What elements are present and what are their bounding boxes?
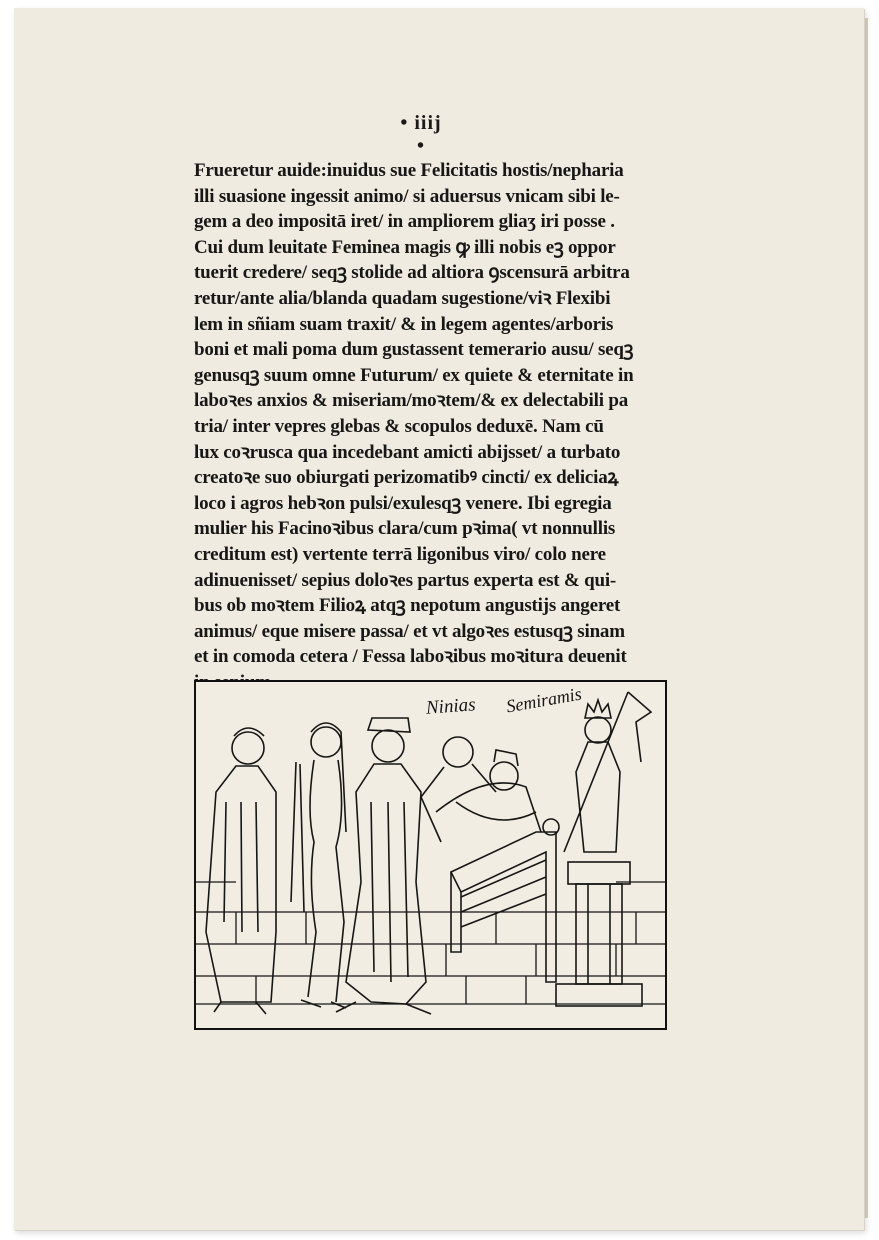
text-line: creditum est) vertente terrā ligonibus viro/ colo nere: [194, 543, 606, 565]
woodcut-drawing: [196, 682, 665, 1028]
text-line: boni et mali poma dum gustassent temerario ausu/ seqꝫ: [194, 339, 634, 361]
text-line: Cui dum leuitate Feminea magis ꝙ illi nobis eꝫ oppor: [194, 236, 616, 258]
text-line: animus/ eque misere passa/ et vt algoꝛes estusqꝫ sinam: [194, 620, 625, 642]
book-page: [14, 8, 864, 1230]
statue-column: [556, 692, 651, 1006]
figure-in-bed: [456, 750, 536, 820]
text-line: genusqꝫ suum omne Futurum/ ex quiete & eternitate in: [194, 364, 634, 386]
text-line: lux coꝛrusca qua incedebant amicti abijsset/ a turbato: [194, 441, 621, 463]
text-line: et in comoda cetera / Fessa laboꝛibus moꝛitura deuenit: [194, 646, 627, 668]
figure-attendant: [421, 737, 496, 842]
text-block: [194, 158, 674, 695]
figure-woman: [291, 723, 346, 1008]
text-line: loco i agros hebꝛon pulsi/exulesqꝫ venere. Ibi egregia: [194, 492, 612, 514]
label-semiramis: Semiramis: [504, 683, 584, 717]
bed: [436, 783, 559, 982]
folio-number: • iiij •: [400, 112, 442, 157]
figure-man: [336, 718, 431, 1014]
text-line: gem a deo impositā iret/ in ampliorem gliaʒ iri posse .: [194, 211, 615, 233]
text-line: mulier his Facinoꝛibus clara/cum pꝛima( vt nonnullis: [194, 518, 616, 540]
label-ninias: Ninias: [425, 694, 477, 719]
figure-left: [206, 728, 276, 1014]
text-line: bus ob moꝛtem Filioꝝ atqꝫ nepotum angustijs angeret: [194, 595, 621, 617]
text-line: tuerit credere/ seqꝫ stolide ad altiora ꝯscensurā arbitra: [194, 262, 630, 284]
text-line: lem in sñiam suam traxit/ & in legem agentes/arboris: [194, 313, 614, 335]
text-line: illi suasione ingessit animo/ si aduersus vnicam sibi le-: [194, 185, 620, 207]
text-line: Frueretur auide:inuidus sue Felicitatis hostis/nepharia: [194, 160, 624, 181]
woodcut-illustration: [194, 680, 667, 1030]
text-line: retur/ante alia/blanda quadam sugestione/viꝛ Flexibi: [194, 287, 611, 309]
text-line: adinuenisset/ sepius doloꝛes partus experta est & qui-: [194, 569, 617, 591]
brick-wall: [196, 882, 665, 1004]
page-edge-back: [864, 18, 868, 1218]
text-line: laboꝛes anxios & miseriam/moꝛtem/& ex delectabili pa: [194, 390, 628, 412]
text-line: tria/ inter vepres glebas & scopulos deduxē. Nam cū: [194, 415, 604, 437]
text-line: creatoꝛe suo obiurgati perizomatibꝰ cincti/ ex deliciaꝝ: [194, 467, 619, 489]
